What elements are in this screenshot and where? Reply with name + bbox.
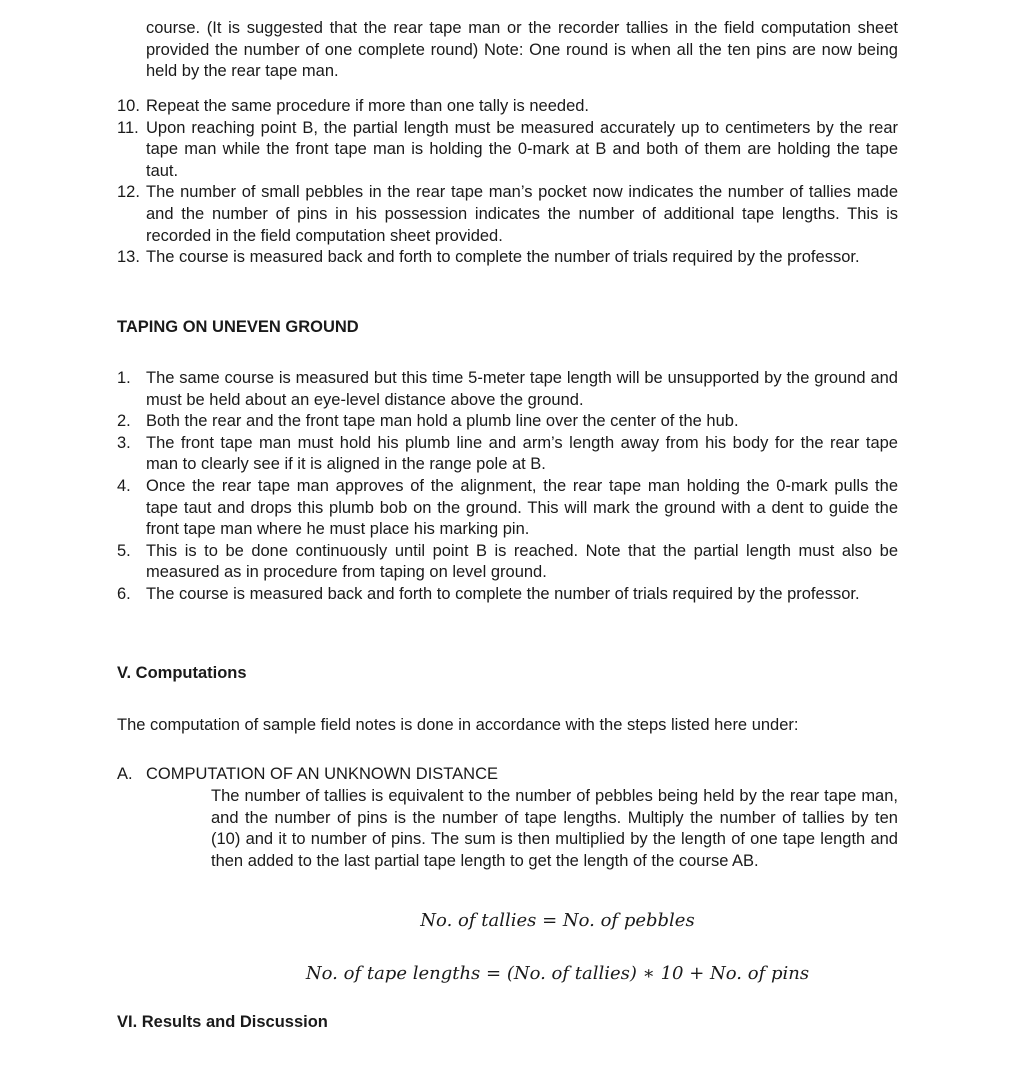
section-heading-results: VI. Results and Discussion: [117, 1013, 328, 1031]
list-item: [117, 584, 898, 606]
sub-item-number: A.: [117, 765, 133, 783]
formula-tallies: No. of tallies = No. of pebbles: [420, 910, 695, 931]
list-text: The same course is measured but this time 5-meter tape length will be unsupported by the ground and must be held about an eye-level distance above the ground.: [146, 369, 898, 409]
computations-intro: The computation of sample field notes is done in accordance with the steps listed here under:: [117, 716, 799, 734]
sub-item-a-title: [117, 764, 498, 786]
section-heading-uneven-ground: TAPING ON UNEVEN GROUND: [117, 318, 359, 336]
list-item: [117, 433, 898, 476]
list-item: [117, 411, 898, 433]
list-number: 11.: [117, 118, 139, 137]
list-text: The course is measured back and forth to complete the number of trials required by the professor.: [146, 248, 860, 267]
uneven-ground-steps: [117, 368, 898, 606]
list-number: 2.: [117, 412, 131, 431]
level-ground-steps: [117, 96, 898, 269]
list-number: 13.: [117, 248, 140, 267]
list-text: Both the rear and the front tape man hold a plumb line over the center of the hub.: [146, 412, 739, 431]
list-text: Once the rear tape man approves of the alignment, the rear tape man holding the 0-mark pulls the tape taut and drops this plumb bob on the ground. This will mark the ground with a dent to guide the front tape man where he must place his marking pin.: [146, 476, 898, 539]
list-text: The course is measured back and forth to complete the number of trials required by the professor.: [146, 584, 860, 603]
list-item: [117, 182, 898, 247]
list-item: [117, 247, 898, 269]
list-text: The front tape man must hold his plumb line and arm’s length away from his body for the rear tape man to clearly see if it is aligned in the range pole at B.: [146, 433, 898, 474]
list-item: [117, 541, 898, 584]
list-item: [117, 118, 898, 183]
sub-item-title: COMPUTATION OF AN UNKNOWN DISTANCE: [146, 765, 499, 783]
list-number: 3.: [117, 433, 131, 452]
list-number: 10.: [117, 97, 140, 115]
list-number: 1.: [117, 369, 131, 387]
section-heading-computations: V. Computations: [117, 664, 247, 682]
list-number: 5.: [117, 541, 131, 560]
list-text: Repeat the same procedure if more than one tally is needed.: [146, 97, 590, 115]
list-number: 4.: [117, 476, 131, 495]
list-number: 6.: [117, 584, 131, 603]
list-text: Upon reaching point B, the partial length must be measured accurately up to centimeters by the rear tape man while the front tape man is holding the 0-mark at B and both of them are holding the tape taut.: [146, 118, 898, 180]
list-item: [117, 368, 898, 411]
formula-tape-lengths: No. of tape lengths = (No. of tallies) ∗ 10 + No. of pins: [305, 963, 810, 984]
list-text: This is to be done continuously until point B is reached. Note that the partial length must also be measured as in procedure from taping on level ground.: [146, 541, 898, 582]
list-item: [117, 96, 898, 118]
list-number: 12.: [117, 183, 140, 202]
list-text: The number of small pebbles in the rear tape man’s pocket now indicates the number of tallies made and the number of pins in his possession indicates the number of additional tape lengths. This is recorded in the field computation sheet provided.: [146, 183, 898, 245]
sub-item-a-body: The number of tallies is equivalent to the number of pebbles being held by the rear tape man, and the number of pins is the number of tape lengths. Multiply the number of tallies by ten (10) and it to number of pins. The sum is then multiplied by the length of one tape length and then added to the last partial tape length to get the length of the course AB.: [211, 787, 898, 870]
continuation-paragraph: course. (It is suggested that the rear tape man or the recorder tallies in the field computation sheet provided the number of one complete round) Note: One round is when all the ten pins are now being held by the rear tape man.: [146, 19, 898, 81]
list-item: [117, 476, 898, 541]
